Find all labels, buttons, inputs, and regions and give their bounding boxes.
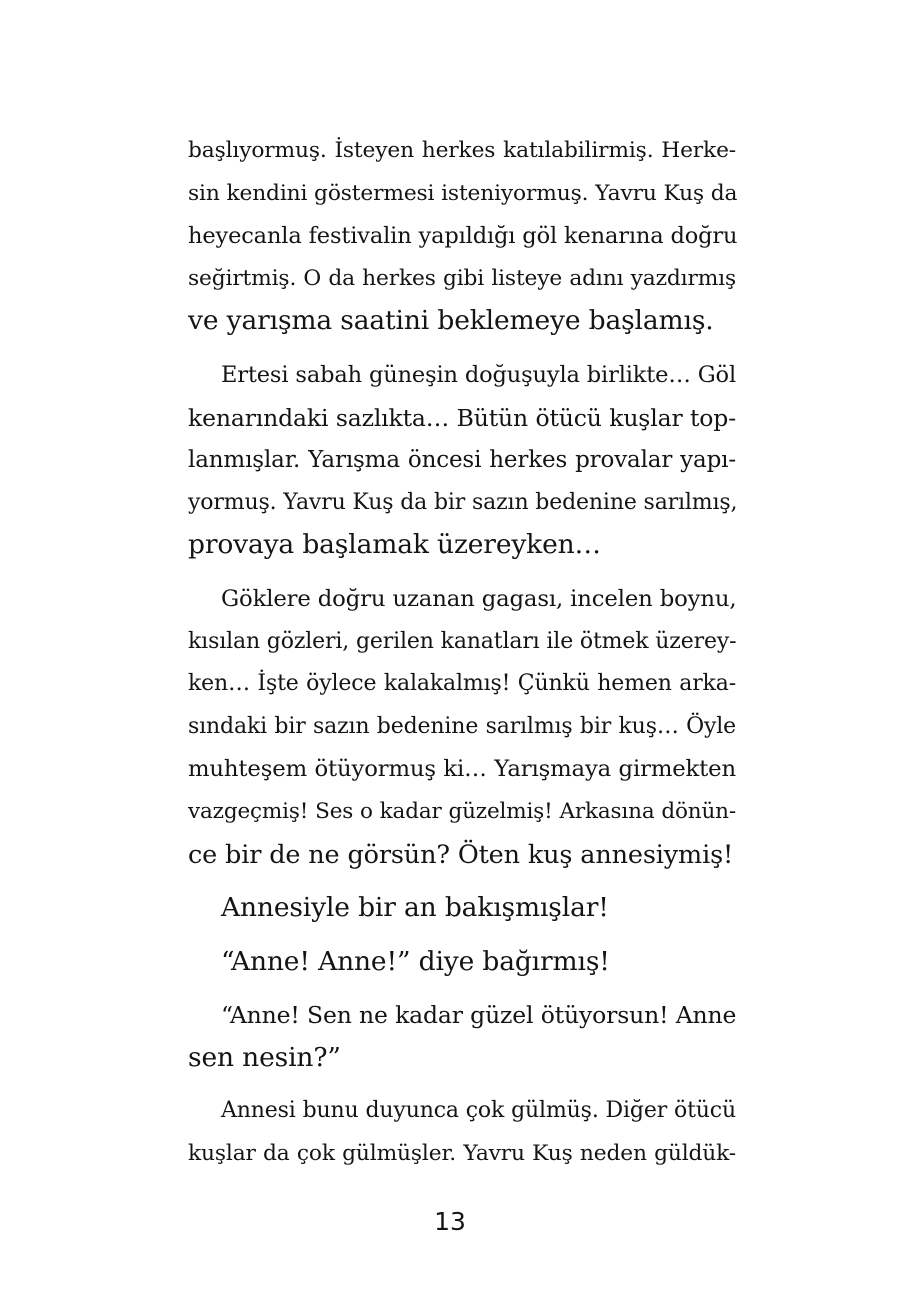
text-line: “Anne! Anne!” diye bağırmış! [221,945,610,977]
paragraph [188,941,736,984]
text-line: sin kendini göstermesi isteniyormuş. Yavru Kuş da [188,180,738,206]
text-line: heyecanla festivalin yapıldığı göl kenarına doğru [188,223,738,250]
paragraph [188,1090,736,1175]
text-line: kısılan gözleri, gerilen kanatları ile ötmek üzerey- [188,628,737,654]
paragraph [188,994,736,1079]
text-line: ken… İşte öylece kalakalmış! Çünkü hemen arka- [188,671,736,697]
text-line: sındaki bir sazın bedenine sarılmış bir kuş… Öyle [188,713,736,739]
paragraph [188,887,736,930]
text-line: Göklere doğru uzanan gagası, incelen boynu, [221,585,737,612]
text-line: muhteşem ötüyormuş ki… Yarışmaya girmekten [188,756,736,783]
text-line: ve yarışma saatini beklemeye başlamış. [188,305,714,337]
paragraph [188,354,736,567]
text-line: seğirtmiş. O da herkes gibi listeye adını yazdırmış [188,265,736,291]
text-line: Ertesi sabah güneşin doğuşuyla birlikte… Göl [221,361,736,388]
text-line: yormuş. Yavru Kuş da bir sazın bedenine sarılmış, [188,489,738,515]
text-line: vazgeçmiş! Ses o kadar güzelmiş! Arkasına dönün- [188,798,736,824]
text-line: kuşlar da çok gülmüşler. Yavru Kuş neden güldük- [188,1141,736,1167]
text-line: Annesi bunu duyunca çok gülmüş. Diğer ötücü [221,1098,736,1124]
page-number: 13 [434,1207,466,1236]
text-line: “Anne! Sen ne kadar güzel ötüyorsun! Anne [221,1001,737,1030]
text-line: kenarındaki sazlıkta… Bütün ötücü kuşlar top- [188,403,736,432]
text-line: provaya başlamak üzereyken… [188,529,601,561]
text-line: başlıyormuş. İsteyen herkes katılabilirmiş. Herke- [188,138,736,163]
text-line: Annesiyle bir an bakışmışlar! [221,892,609,924]
text-line: sen nesin?” [188,1041,341,1073]
paragraph [188,578,736,876]
body-text [188,130,736,1176]
text-line: ce bir de ne görsün? Öten kuş annesiymiş! [188,839,734,870]
paragraph [188,130,736,343]
text-line: lanmışlar. Yarışma öncesi herkes provalar yapı- [188,447,736,474]
